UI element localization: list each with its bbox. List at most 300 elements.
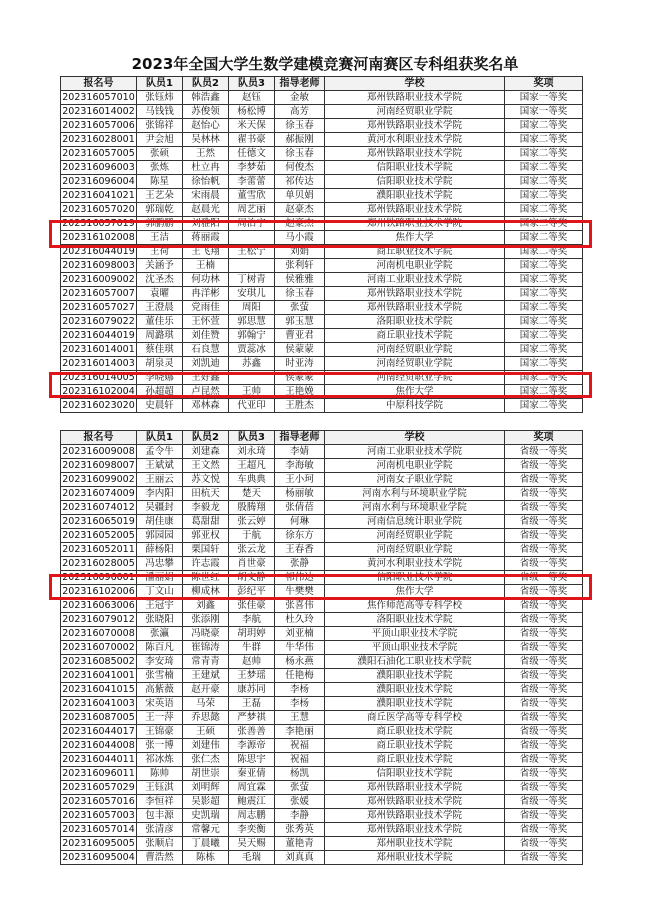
table-row — [61, 543, 583, 557]
table-row — [61, 273, 583, 287]
cell-member-3: 周宜霖 — [229, 781, 275, 795]
column-header-school: 学校 — [325, 77, 505, 91]
cell-member-2: 陈世红 — [183, 571, 229, 585]
cell-school: 郑州铁路职业技术学院 — [325, 823, 505, 837]
cell-award: 国家二等奖 — [505, 119, 583, 133]
table-row — [61, 823, 583, 837]
cell-school: 濮阳职业技术学院 — [325, 683, 505, 697]
cell-advisor: 杨凯 — [275, 767, 325, 781]
cell-member-2: 胡世崇 — [183, 767, 229, 781]
cell-school: 黄河水利职业技术学院 — [325, 557, 505, 571]
table-row — [61, 641, 583, 655]
cell-member-1: 尹会旭 — [137, 133, 183, 147]
cell-school: 濮阳职业技术学院 — [325, 189, 505, 203]
table-row — [61, 473, 583, 487]
cell-member-1: 冯忠攀 — [137, 557, 183, 571]
table-row — [61, 487, 583, 501]
cell-member-3: 安琪儿 — [229, 287, 275, 301]
table-row — [61, 119, 583, 133]
table-row — [61, 385, 583, 399]
cell-school: 信阳职业技术学院 — [325, 175, 505, 189]
cell-member-1: 董佳乐 — [137, 315, 183, 329]
cell-advisor: 李海敏 — [275, 459, 325, 473]
table-row — [61, 147, 583, 161]
cell-member-2: 刘佳赞 — [183, 329, 229, 343]
cell-award: 省级一等奖 — [505, 515, 583, 529]
cell-school: 河南经贸职业学院 — [325, 357, 505, 371]
award-table-provincial — [60, 430, 583, 865]
cell-member-1: 史晨轩 — [137, 399, 183, 413]
column-header-member-3: 队员3 — [229, 431, 275, 445]
cell-school: 郑州铁路职业技术学院 — [325, 217, 505, 231]
cell-school: 河南工业职业技术学院 — [325, 445, 505, 459]
cell-member-3: 翟书豪 — [229, 133, 275, 147]
cell-member-2: 赵开豪 — [183, 683, 229, 697]
cell-school: 信阳职业技术学院 — [325, 161, 505, 175]
cell-member-1: 胡佳康 — [137, 515, 183, 529]
cell-member-3: 李航 — [229, 613, 275, 627]
table-row — [61, 725, 583, 739]
cell-school: 商丘职业技术学院 — [325, 753, 505, 767]
table-row — [61, 357, 583, 371]
cell-school: 郑州铁路职业技术学院 — [325, 781, 505, 795]
cell-reg-no: 202316014001 — [62, 343, 135, 355]
cell-advisor: 王艳娩 — [275, 385, 325, 399]
cell-reg-no: 202316057014 — [62, 823, 135, 835]
cell-reg-no: 202316057003 — [62, 809, 135, 821]
cell-award: 国家二等奖 — [505, 385, 583, 399]
column-header-reg-no: 报名号 — [61, 431, 137, 445]
cell-member-3 — [229, 371, 275, 385]
table-row — [61, 599, 583, 613]
table-row — [61, 203, 583, 217]
cell-member-3: 车典典 — [229, 473, 275, 487]
cell-school: 郑州铁路职业技术学院 — [325, 91, 505, 105]
cell-member-1: 曹浩然 — [137, 851, 183, 865]
cell-reg-no: 202316041015 — [62, 683, 135, 695]
cell-school: 河南经贸职业学院 — [325, 371, 505, 385]
cell-school: 濮阳职业技术学院 — [325, 669, 505, 683]
cell-member-1: 胡泉灵 — [137, 357, 183, 371]
cell-award: 国家一等奖 — [505, 91, 583, 105]
cell-school: 焦作大学 — [325, 385, 505, 399]
table-row — [61, 795, 583, 809]
cell-member-1: 郭园园 — [137, 529, 183, 543]
table-row — [61, 767, 583, 781]
cell-reg-no: 202316096004 — [62, 175, 135, 187]
cell-award: 国家二等奖 — [505, 259, 583, 273]
cell-member-1: 王斌斌 — [137, 459, 183, 473]
cell-member-1: 潘丽娟 — [137, 571, 183, 585]
cell-member-3: 赵钰 — [229, 91, 275, 105]
cell-award: 国家一等奖 — [505, 105, 583, 119]
table-row — [61, 851, 583, 865]
cell-award: 国家二等奖 — [505, 357, 583, 371]
table-row — [61, 459, 583, 473]
cell-member-3: 周阳 — [229, 301, 275, 315]
table-row — [61, 91, 583, 105]
cell-school: 河南经贸职业学院 — [325, 105, 505, 119]
cell-award: 省级一等奖 — [505, 641, 583, 655]
cell-school: 郑州铁路职业技术学院 — [325, 119, 505, 133]
cell-member-1: 周潞琪 — [137, 329, 183, 343]
column-header-award: 奖项 — [505, 431, 583, 445]
cell-award: 省级一等奖 — [505, 809, 583, 823]
cell-advisor: 王慧 — [275, 711, 325, 725]
table-row — [61, 105, 583, 119]
cell-school: 郑州铁路职业技术学院 — [325, 203, 505, 217]
cell-advisor: 牛樊樊 — [275, 585, 325, 599]
cell-member-1: 张锦祥 — [137, 119, 183, 133]
cell-member-3: 丁树青 — [229, 273, 275, 287]
cell-member-2: 冉洋彬 — [183, 287, 229, 301]
cell-member-1: 陈星 — [137, 175, 183, 189]
cell-reg-no: 202316102008 — [62, 231, 135, 243]
cell-member-2: 邓林森 — [183, 399, 229, 413]
cell-award: 国家二等奖 — [505, 147, 583, 161]
cell-school: 焦作大学 — [325, 231, 505, 245]
cell-advisor: 马小霞 — [275, 231, 325, 245]
table-row — [61, 245, 583, 259]
cell-award: 省级一等奖 — [505, 697, 583, 711]
cell-member-3: 董雪欣 — [229, 189, 275, 203]
cell-member-3: 肖世豪 — [229, 557, 275, 571]
cell-award: 国家二等奖 — [505, 399, 583, 413]
cell-member-2: 吴林林 — [183, 133, 229, 147]
cell-member-1: 王洁 — [137, 231, 183, 245]
cell-member-2: 史凯瑞 — [183, 809, 229, 823]
table-row — [61, 329, 583, 343]
cell-advisor: 李杨 — [275, 683, 325, 697]
cell-award: 国家二等奖 — [505, 161, 583, 175]
cell-advisor: 时亚涛 — [275, 357, 325, 371]
cell-reg-no: 202316096011 — [62, 767, 135, 779]
cell-reg-no: 202316057019 — [62, 217, 135, 229]
cell-member-3: 张善善 — [229, 725, 275, 739]
cell-school: 河南信息统计职业学院 — [325, 515, 505, 529]
cell-advisor: 祁传达 — [275, 175, 325, 189]
award-table-national — [60, 76, 583, 413]
cell-member-1: 丁文山 — [137, 585, 183, 599]
cell-award: 国家二等奖 — [505, 189, 583, 203]
cell-member-2: 葛甜甜 — [183, 515, 229, 529]
cell-school: 郑州职业技术学院 — [325, 837, 505, 851]
cell-member-2: 赵怡心 — [183, 119, 229, 133]
cell-award: 省级一等奖 — [505, 613, 583, 627]
cell-advisor: 郝振刚 — [275, 133, 325, 147]
table-row — [61, 697, 583, 711]
cell-reg-no: 202316102006 — [62, 585, 135, 597]
cell-advisor: 杨永燕 — [275, 655, 325, 669]
cell-reg-no: 202316028001 — [62, 133, 135, 145]
cell-advisor: 单贝娟 — [275, 189, 325, 203]
cell-award: 省级一等奖 — [505, 683, 583, 697]
column-header-advisor: 指导老师 — [275, 431, 325, 445]
cell-member-2: 王飞翔 — [183, 245, 229, 259]
cell-advisor: 赵豪杰 — [275, 217, 325, 231]
cell-advisor: 李杨 — [275, 697, 325, 711]
cell-member-1: 李安琦 — [137, 655, 183, 669]
cell-reg-no: 202316099002 — [62, 473, 135, 485]
cell-advisor: 曹亚君 — [275, 329, 325, 343]
cell-member-3: 贾蕊冰 — [229, 343, 275, 357]
cell-member-1: 张硕 — [137, 147, 183, 161]
cell-advisor: 张静 — [275, 557, 325, 571]
table-row — [61, 301, 583, 315]
cell-member-1: 李恒祥 — [137, 795, 183, 809]
column-header-reg-no: 报名号 — [61, 77, 137, 91]
cell-advisor: 董艳青 — [275, 837, 325, 851]
cell-member-3: 陈思宇 — [229, 753, 275, 767]
cell-member-3: 毛瑞 — [229, 851, 275, 865]
cell-reg-no: 202316098003 — [62, 259, 135, 271]
cell-reg-no: 202316096001 — [62, 571, 135, 583]
cell-member-1: 王钰淇 — [137, 781, 183, 795]
table-row — [61, 343, 583, 357]
cell-school: 焦作师范高等专科学校 — [325, 599, 505, 613]
cell-member-1: 蔡佳琪 — [137, 343, 183, 357]
cell-advisor: 张利轩 — [275, 259, 325, 273]
cell-member-1: 王荷 — [137, 245, 183, 259]
cell-award: 省级一等奖 — [505, 851, 583, 865]
cell-member-3: 郭翰宁 — [229, 329, 275, 343]
cell-reg-no: 202316044019 — [62, 245, 135, 257]
cell-reg-no: 202316057010 — [62, 91, 135, 103]
table-row — [61, 739, 583, 753]
cell-member-3: 杨松博 — [229, 105, 275, 119]
cell-member-3: 张云婷 — [229, 515, 275, 529]
cell-award: 省级一等奖 — [505, 473, 583, 487]
cell-advisor: 张萤 — [275, 301, 325, 315]
cell-member-1: 陈百凡 — [137, 641, 183, 655]
cell-member-2: 刘建伟 — [183, 739, 229, 753]
cell-member-3: 周志鹏 — [229, 809, 275, 823]
cell-member-1: 马钱钱 — [137, 105, 183, 119]
cell-school: 平顶山职业技术学院 — [325, 627, 505, 641]
cell-member-1: 宋英语 — [137, 697, 183, 711]
cell-member-1: 王丽云 — [137, 473, 183, 487]
cell-member-2: 张仁杰 — [183, 753, 229, 767]
table-row — [61, 585, 583, 599]
cell-reg-no: 202316041021 — [62, 189, 135, 201]
cell-award: 国家二等奖 — [505, 273, 583, 287]
cell-member-1: 张炼 — [137, 161, 183, 175]
cell-advisor: 何琳 — [275, 515, 325, 529]
cell-member-1: 陈帅 — [137, 767, 183, 781]
cell-advisor: 杨丽敏 — [275, 487, 325, 501]
cell-member-2: 石良慧 — [183, 343, 229, 357]
cell-member-2: 王硕 — [183, 725, 229, 739]
table-header-row — [61, 431, 583, 445]
cell-award: 省级一等奖 — [505, 823, 583, 837]
cell-school: 濮阳职业技术学院 — [325, 697, 505, 711]
cell-school: 商丘职业技术学院 — [325, 245, 505, 259]
cell-advisor: 张倩蓓 — [275, 501, 325, 515]
cell-award: 省级一等奖 — [505, 627, 583, 641]
cell-school: 商丘职业技术学院 — [325, 725, 505, 739]
cell-advisor: 侯雅雅 — [275, 273, 325, 287]
cell-member-2: 蒋丽霞 — [183, 231, 229, 245]
cell-advisor: 李静 — [275, 809, 325, 823]
cell-award: 国家二等奖 — [505, 203, 583, 217]
cell-advisor: 徐东方 — [275, 529, 325, 543]
cell-advisor: 张萤 — [275, 781, 325, 795]
cell-member-3: 殷腾翔 — [229, 501, 275, 515]
cell-member-1: 高紫薇 — [137, 683, 183, 697]
cell-reg-no: 202316079022 — [62, 315, 135, 327]
table-body — [61, 445, 583, 865]
cell-member-3: 周治宇 — [229, 217, 275, 231]
cell-member-3: 楚天 — [229, 487, 275, 501]
cell-member-3: 王松宁 — [229, 245, 275, 259]
cell-member-1: 关涵予 — [137, 259, 183, 273]
cell-member-3: 王超凡 — [229, 459, 275, 473]
cell-advisor: 何俊杰 — [275, 161, 325, 175]
cell-school: 郑州铁路职业技术学院 — [325, 287, 505, 301]
cell-reg-no: 202316057020 — [62, 203, 135, 215]
cell-award: 国家二等奖 — [505, 245, 583, 259]
cell-member-1: 郭鹏鹏 — [137, 217, 183, 231]
cell-reg-no: 202316009002 — [62, 273, 135, 285]
cell-school: 郑州铁路职业技术学院 — [325, 147, 505, 161]
cell-reg-no: 202316070008 — [62, 627, 135, 639]
table-row — [61, 837, 583, 851]
cell-member-2: 常青青 — [183, 655, 229, 669]
cell-award: 省级一等奖 — [505, 571, 583, 585]
cell-award: 省级一等奖 — [505, 795, 583, 809]
cell-member-2: 王楠 — [183, 259, 229, 273]
cell-award: 国家二等奖 — [505, 287, 583, 301]
cell-member-3: 米天保 — [229, 119, 275, 133]
cell-school: 商丘医学高等专科学校 — [325, 711, 505, 725]
cell-member-1: 沈圣杰 — [137, 273, 183, 287]
cell-member-2: 徐怡帆 — [183, 175, 229, 189]
cell-member-3: 李蕾蕾 — [229, 175, 275, 189]
cell-advisor: 杜久玲 — [275, 613, 325, 627]
cell-member-2: 刘雅阳 — [183, 217, 229, 231]
cell-member-2: 苏文悦 — [183, 473, 229, 487]
cell-school: 河南经贸职业学院 — [325, 343, 505, 357]
table-row — [61, 217, 583, 231]
cell-member-3: 张云龙 — [229, 543, 275, 557]
table-header-row — [61, 77, 583, 91]
cell-member-2: 韩浩鑫 — [183, 91, 229, 105]
cell-member-2: 刘凯迪 — [183, 357, 229, 371]
cell-award: 省级一等奖 — [505, 739, 583, 753]
cell-school: 商丘职业技术学院 — [325, 329, 505, 343]
cell-member-3: 代亚印 — [229, 399, 275, 413]
cell-advisor: 王春香 — [275, 543, 325, 557]
cell-school: 郑州铁路职业技术学院 — [325, 795, 505, 809]
cell-member-3 — [229, 259, 275, 273]
cell-member-2: 栗国轩 — [183, 543, 229, 557]
cell-member-2: 郭亚权 — [183, 529, 229, 543]
table-row — [61, 669, 583, 683]
cell-reg-no: 202316096003 — [62, 161, 135, 173]
cell-member-2: 柳成林 — [183, 585, 229, 599]
cell-reg-no: 202316014002 — [62, 105, 135, 117]
cell-reg-no: 202316070002 — [62, 641, 135, 653]
cell-member-3 — [229, 231, 275, 245]
table-row — [61, 189, 583, 203]
cell-reg-no: 202316044017 — [62, 725, 135, 737]
cell-award: 国家二等奖 — [505, 329, 583, 343]
cell-advisor: 牛华伟 — [275, 641, 325, 655]
cell-member-3: 王磊 — [229, 697, 275, 711]
cell-reg-no: 202316057016 — [62, 795, 135, 807]
cell-school: 河南水利与环境职业学院 — [325, 501, 505, 515]
cell-member-3: 郭思慧 — [229, 315, 275, 329]
cell-member-1: 王一萍 — [137, 711, 183, 725]
cell-member-1: 张顺启 — [137, 837, 183, 851]
cell-advisor: 李艳丽 — [275, 725, 325, 739]
cell-member-2: 王然 — [183, 147, 229, 161]
column-header-award: 奖项 — [505, 77, 583, 91]
cell-member-2: 王建斌 — [183, 669, 229, 683]
table-row — [61, 753, 583, 767]
cell-reg-no: 202316102004 — [62, 385, 135, 397]
cell-award: 省级一等奖 — [505, 753, 583, 767]
cell-member-2: 王怀萱 — [183, 315, 229, 329]
cell-award: 国家二等奖 — [505, 301, 583, 315]
table-row — [61, 175, 583, 189]
cell-reg-no: 202316041003 — [62, 697, 135, 709]
cell-member-2: 刘明辉 — [183, 781, 229, 795]
cell-reg-no: 202316052005 — [62, 529, 135, 541]
cell-member-2: 乔思懿 — [183, 711, 229, 725]
cell-reg-no: 202316074012 — [62, 501, 135, 513]
cell-member-1: 张一博 — [137, 739, 183, 753]
cell-award: 省级一等奖 — [505, 529, 583, 543]
cell-advisor: 祝福 — [275, 739, 325, 753]
cell-reg-no: 202316044008 — [62, 739, 135, 751]
table-row — [61, 655, 583, 669]
cell-member-3: 赵帅 — [229, 655, 275, 669]
cell-member-1: 郭瑞乾 — [137, 203, 183, 217]
cell-school: 河南经贸职业学院 — [325, 543, 505, 557]
cell-advisor: 刘亚楠 — [275, 627, 325, 641]
cell-school: 信阳职业技术学院 — [325, 571, 505, 585]
cell-award: 省级一等奖 — [505, 725, 583, 739]
cell-member-2: 王文然 — [183, 459, 229, 473]
cell-award: 省级一等奖 — [505, 445, 583, 459]
cell-member-3: 王梦瑶 — [229, 669, 275, 683]
cell-award: 省级一等奖 — [505, 459, 583, 473]
cell-member-3: 王帅 — [229, 385, 275, 399]
table-row — [61, 501, 583, 515]
cell-member-3: 严梦祺 — [229, 711, 275, 725]
cell-award: 省级一等奖 — [505, 767, 583, 781]
cell-member-1: 张雪楠 — [137, 669, 183, 683]
cell-member-2: 马荣 — [183, 697, 229, 711]
cell-member-1: 包丰源 — [137, 809, 183, 823]
cell-school: 濮阳石油化工职业技术学院 — [325, 655, 505, 669]
cell-member-3: 吴天赐 — [229, 837, 275, 851]
cell-award: 省级一等奖 — [505, 487, 583, 501]
cell-reg-no: 202316085002 — [62, 655, 135, 667]
cell-advisor: 祝福 — [275, 753, 325, 767]
cell-school: 平顶山职业技术学院 — [325, 641, 505, 655]
cell-member-1: 王冠宇 — [137, 599, 183, 613]
cell-advisor: 徐玉春 — [275, 287, 325, 301]
cell-member-1: 祁冰炼 — [137, 753, 183, 767]
cell-member-2: 常馨元 — [183, 823, 229, 837]
cell-member-1: 袁曜 — [137, 287, 183, 301]
cell-advisor: 高芳 — [275, 105, 325, 119]
cell-school: 河南经贸职业学院 — [325, 529, 505, 543]
cell-member-1: 吴疆封 — [137, 501, 183, 515]
cell-member-3: 李奕衡 — [229, 823, 275, 837]
